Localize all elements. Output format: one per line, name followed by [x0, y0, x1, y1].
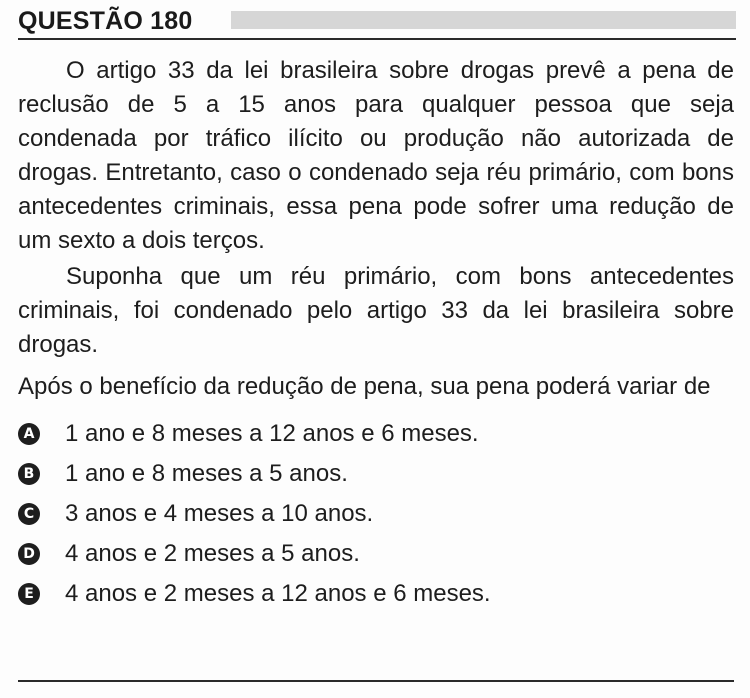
statement-paragraph-1: O artigo 33 da lei brasileira sobre drogas prevê a pena de reclusão de 5 a 15 anos para qualquer pessoa que seja condenada por tráfico ilícito ou produção não autorizada de drogas. Entretanto, caso o condenado seja réu primário, com bons antecedentes criminais, essa pena pode sofrer uma redução de um sexto a dois terços. [18, 57, 734, 254]
header-divider [18, 38, 736, 40]
option-a-text: 1 ano e 8 meses a 12 anos e 6 meses. [65, 420, 479, 447]
option-e[interactable] [18, 574, 734, 614]
answer-options [18, 414, 734, 614]
option-a-marker-icon: A [18, 423, 40, 445]
question-prompt: Após o benefício da redução de pena, sua pena poderá variar de [18, 373, 711, 400]
header-decorative-bar [231, 11, 736, 29]
option-b[interactable] [18, 454, 734, 494]
option-d-text: 4 anos e 2 meses a 5 anos. [65, 540, 360, 567]
question-body [18, 54, 734, 614]
option-e-marker-icon: E [18, 583, 40, 605]
option-c[interactable] [18, 494, 734, 534]
option-b-marker-icon: B [18, 463, 40, 485]
option-a[interactable] [18, 414, 734, 454]
option-e-text: 4 anos e 2 meses a 12 anos e 6 meses. [65, 580, 491, 607]
question-title: QUESTÃO 180 [18, 7, 193, 35]
option-c-text: 3 anos e 4 meses a 10 anos. [65, 500, 374, 527]
option-d[interactable] [18, 534, 734, 574]
option-c-marker-icon: C [18, 503, 40, 525]
question-header [18, 6, 736, 36]
statement-paragraph-2: Suponha que um réu primário, com bons antecedentes criminais, foi condenado pelo artigo 33 da lei brasileira sobre drogas. [18, 263, 734, 358]
option-d-marker-icon: D [18, 543, 40, 565]
option-b-text: 1 ano e 8 meses a 5 anos. [65, 460, 348, 487]
footer-divider [18, 680, 734, 682]
